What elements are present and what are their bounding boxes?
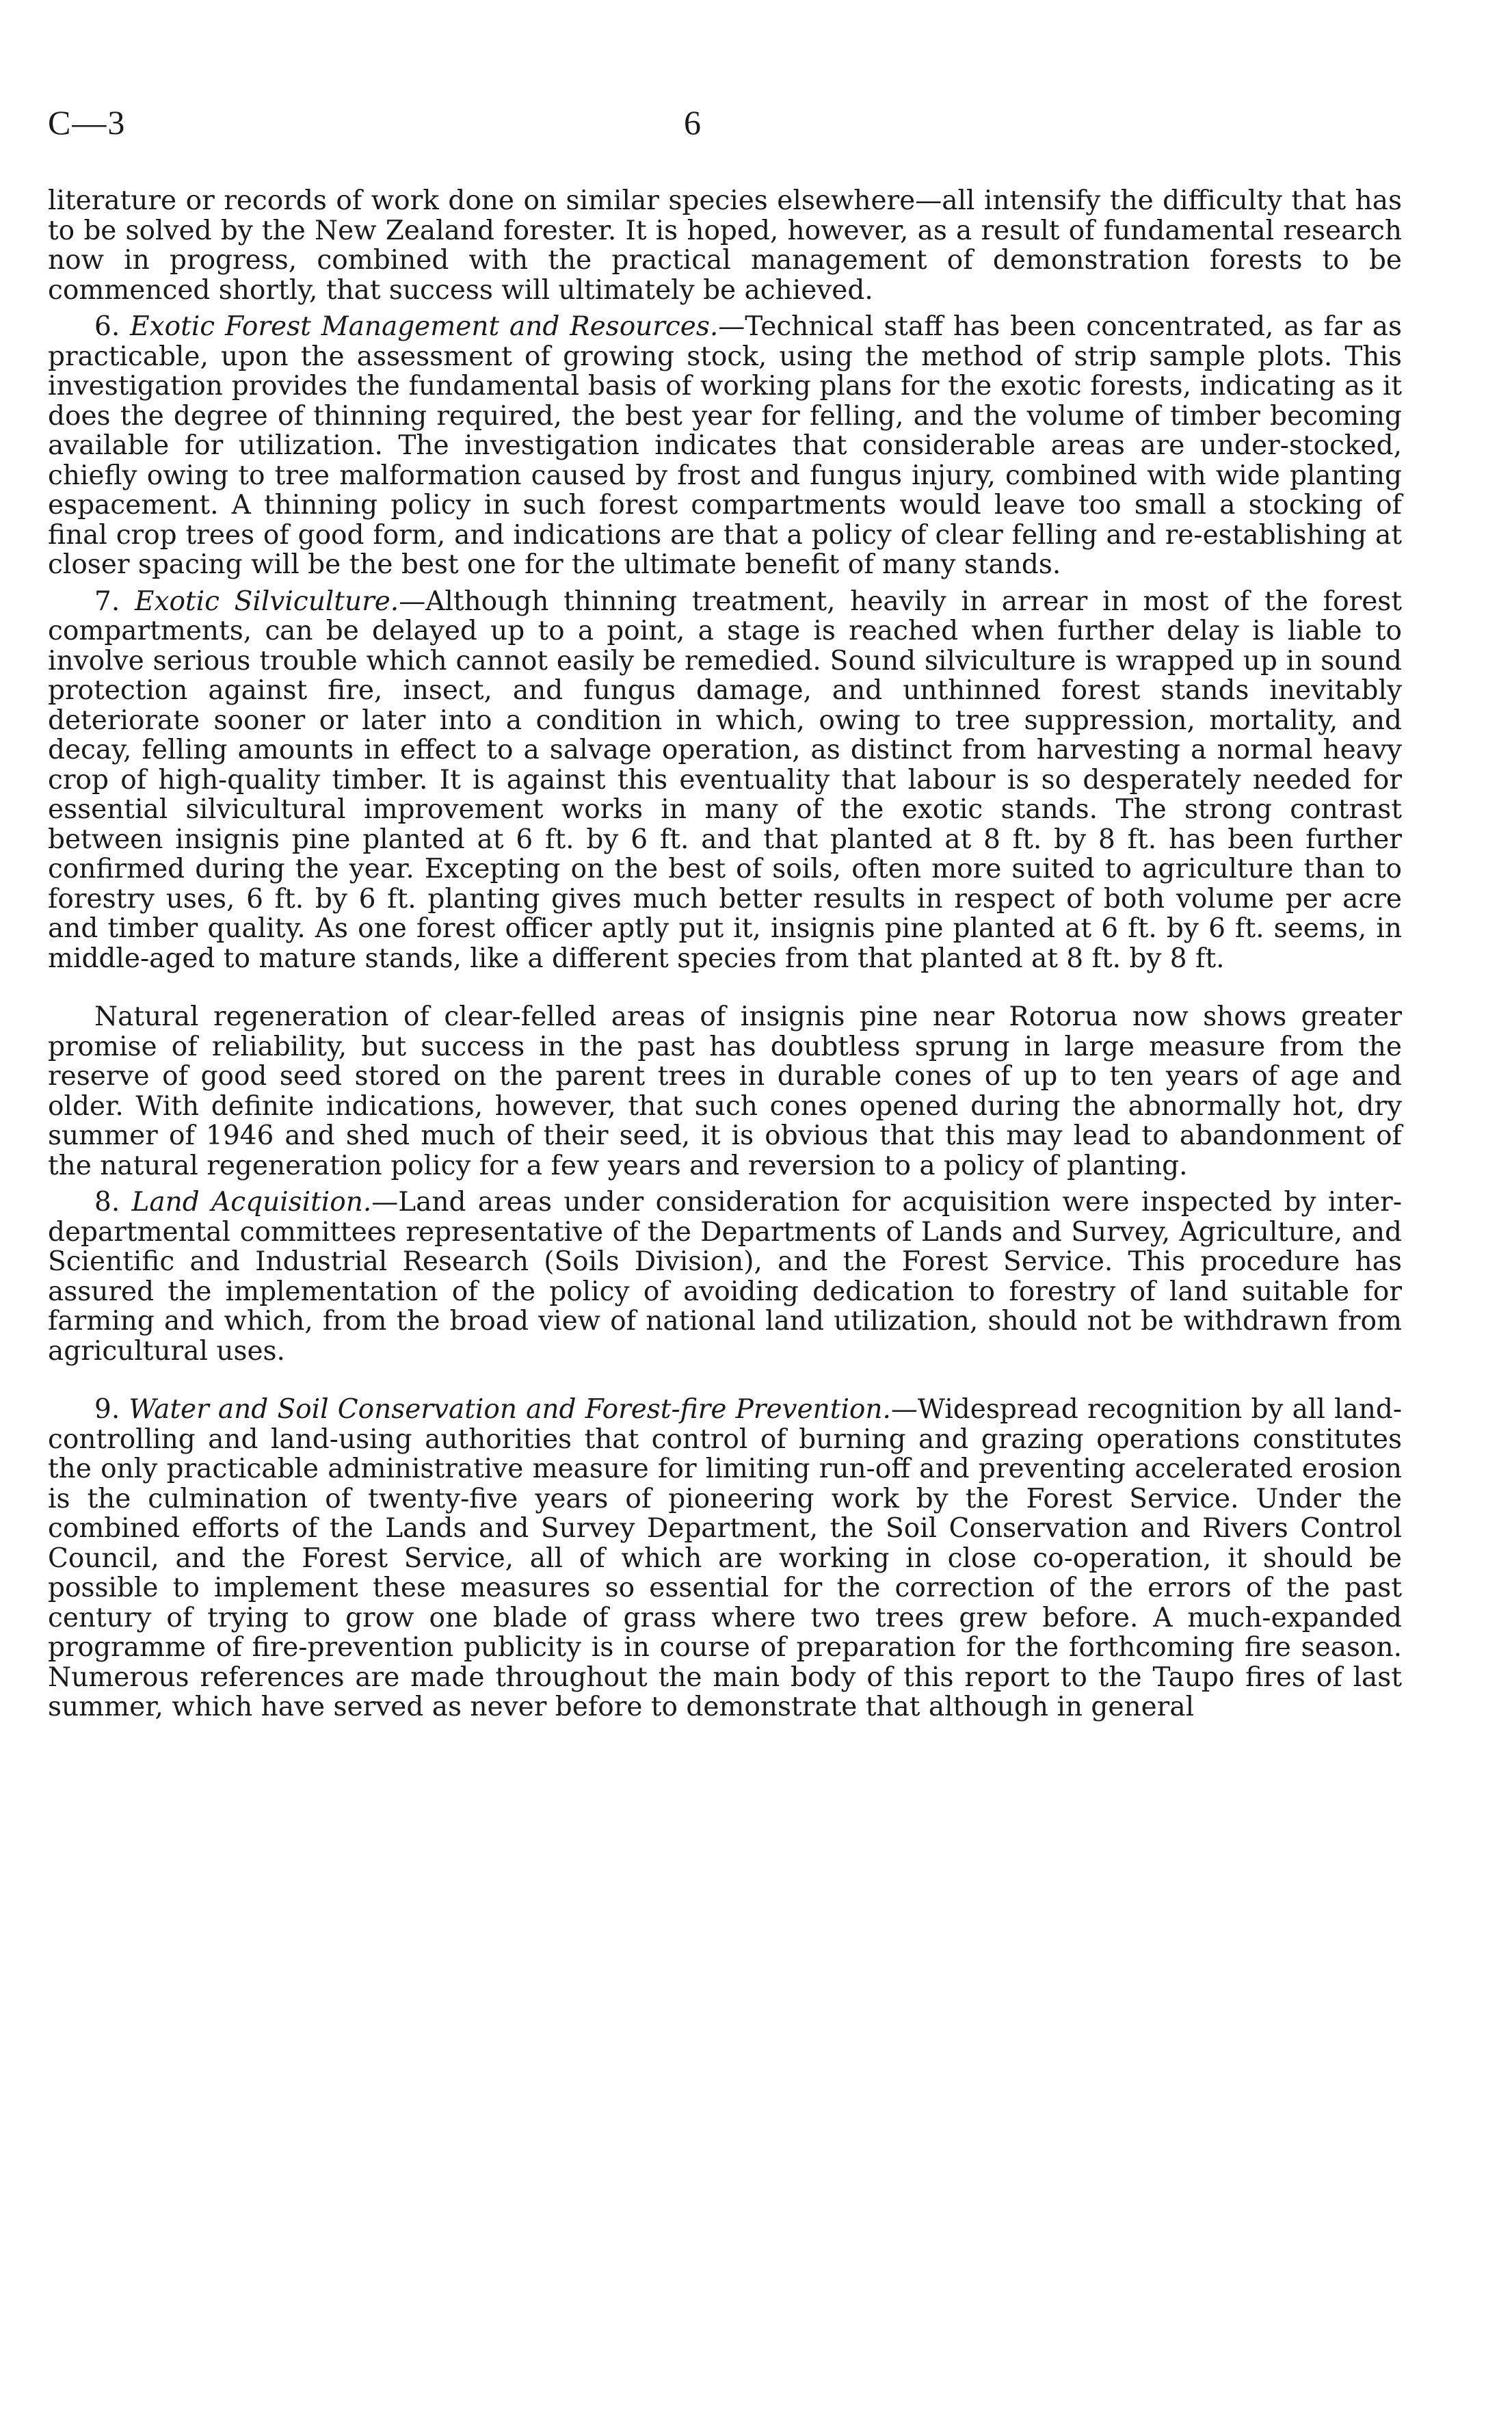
section-heading: Exotic Silviculture. [134, 586, 399, 617]
body-text [48, 186, 1402, 1729]
section-heading: Exotic Forest Management and Resources. [130, 311, 719, 342]
section-7-exotic-silviculture [48, 587, 1402, 974]
paragraph-text: —Widespread recognition by all land-controlling and land-using authorities that control of burning and grazing operations constitutes the only practicable administrative measure for limiting run-off and preventing accelerated erosion is the culmination of twenty-five years of pioneering work by the Forest Service. Under the combined efforts of the Lands and Survey Department, the Soil Conservation and Rivers Control Council, and the Forest Service, all of which are working in close co-operation, it should be possible to implement these measures so essential for the correction of the errors of the past century of trying to grow one blade of grass where two trees grew before. A much-expanded programme of fire-prevention publicity is in course of preparation for the forthcoming fire season. Numerous references are made throughout the main body of this report to the Taupo fires of last summer, which have served as never before to demonstrate that although in general [48, 1394, 1403, 1722]
paragraph-text: literature or records of work done on similar species elsewhere—all intensify the difficulty that has to be solved by the New Zealand forester. It is hoped, however, as a result of fundamental research now in progress, combined with the practical management of demonstration forests to be commenced shortly, that success will ultimately be achieved. [48, 185, 1402, 306]
section-heading: Land Acquisition. [131, 1187, 372, 1218]
section-number: 9. [94, 1394, 120, 1425]
report-reference: C—3 [48, 103, 127, 142]
paragraph-text: Natural regeneration of clear-felled areas of insignis pine near Rotorua now shows greater promise of reliability, but success in the past has doubtless sprung in large measure from the reserve of good seed stored on the parent trees in durable cones of up to ten years of age and older. With definite indications, however, that such cones opened during the abnormally hot, dry summer of 1946 and shed much of their seed, it is obvious that this may lead to abandonment of the natural regeneration policy for a few years and reversion to a policy of planting. [48, 1001, 1402, 1181]
section-number: 6. [94, 311, 120, 342]
section-9-water-soil-conservation [48, 1395, 1402, 1722]
section-number: 7. [94, 586, 120, 617]
section-8-land-acquisition [48, 1187, 1402, 1366]
paragraph-text: —Although thinning treatment, heavily in arrear in most of the forest compartments, can be delayed up to a point, a stage is reached when further delay is liable to involve serious trouble which cannot easily be remedied. Sound silviculture is wrapped up in sound protection against fire, insect, and fungus damage, and unthinned forest stands inevitably deteriorate sooner or later into a condition in which, owing to tree suppression, mortality, and decay, felling amounts in effect to a salvage operation, as distinct from harvesting a normal heavy crop of high-quality timber. It is against this eventuality that labour is so desperately needed for essential silvicultural improvement works in many of the exotic stands. The strong contrast between insignis pine planted at 6 ft. by 6 ft. and that planted at 8 ft. by 8 ft. has been further confirmed during the year. Excepting on the best of soils, often more suited to agriculture than to forestry uses, 6 ft. by 6 ft. planting gives much better results in respect of both volume per acre and timber quality. As one forest officer aptly put it, insignis pine planted at 6 ft. by 6 ft. seems, in middle-aged to mature stands, like a different species from that planted at 8 ft. by 8 ft. [48, 586, 1402, 974]
paragraph-natural-regeneration [48, 1002, 1402, 1181]
section-heading: Water and Soil Conservation and Forest-fire Prevention. [129, 1394, 891, 1425]
paragraph-continued [48, 186, 1402, 305]
page-header [0, 103, 1512, 157]
page-number: 6 [684, 103, 701, 142]
paragraph-text: —Land areas under consideration for acquisition were inspected by inter-departmental committees representative of the Departments of Lands and Survey, Agriculture, and Scientific and Industrial Research (Soils Division), and the Forest Service. This procedure has assured the implementation of the policy of avoiding dedication to forestry of land suitable for farming and which, from the broad view of national land utilization, should not be withdrawn from agricultural uses. [48, 1187, 1402, 1367]
section-6-exotic-forest-management [48, 312, 1402, 580]
section-number: 8. [94, 1187, 120, 1218]
paragraph-text: —Technical staff has been concentrated, as far as practicable, upon the assessment of growing stock, using the method of strip sample plots. This investigation provides the fundamental basis of working plans for the exotic forests, indicating as it does the degree of thinning required, the best year for felling, and the volume of timber becoming available for utilization. The investigation indicates that considerable areas are under-stocked, chiefly owing to tree malformation caused by frost and fungus injury, combined with wide planting espacement. A thinning policy in such forest compartments would leave too small a stocking of final crop trees of good form, and indications are that a policy of clear felling and re-establishing at closer spacing will be the best one for the ultimate benefit of many stands. [48, 311, 1402, 580]
